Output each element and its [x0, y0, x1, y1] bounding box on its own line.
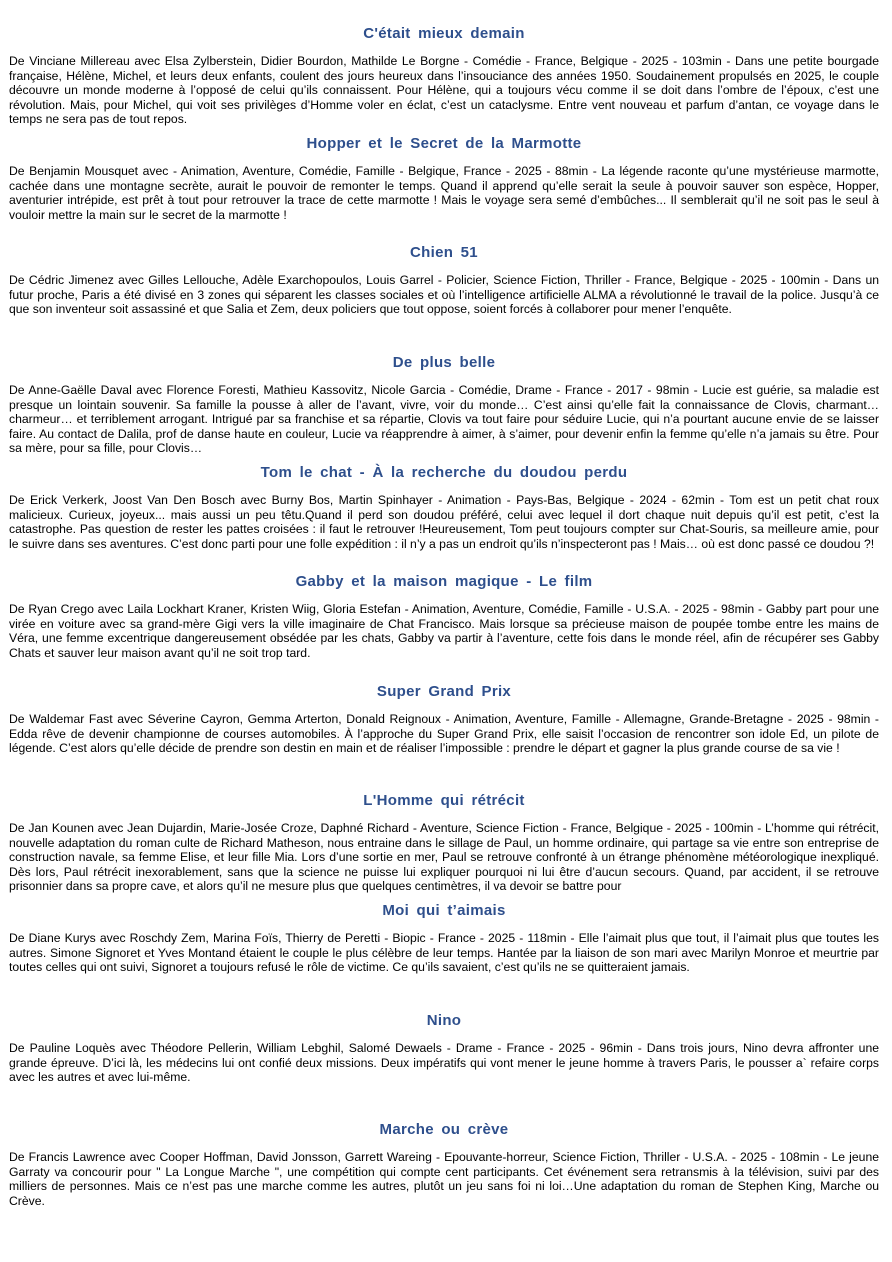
film-entry [9, 449, 879, 557]
film-description: De Cédric Jimenez avec Gilles Lellouche, Adèle Exarchopoulos, Louis Garrel - Policier, Science Fiction, Thriller - France, Belgique - 2025 - 100min - Dans un futur proche, Paris a été divisé en 3 zones qui séparent les classes sociales et où l’intelligence artificielle ALMA a révolutionné le travail de la police. Jusqu’à ce que son inventeur soit assassiné et que Salia et Zem, deux policiers que tout oppose, soient forcés à collaborer pour mener l’enquête. [9, 273, 879, 317]
film-title: De plus belle [392, 354, 496, 371]
film-title: Tom le chat - À la recherche du doudou perdu [260, 464, 628, 481]
film-title: L'Homme qui rétrécit [363, 792, 525, 809]
film-description: De Anne-Gaëlle Daval avec Florence Foresti, Mathieu Kassovitz, Nicole Garcia - Comédie, Drame - France - 2017 - 98min - Lucie est guérie, sa maladie est presque un lointain souvenir. Sa famille la pousse à aller de l’avant, vivre, voir du monde… C’est ainsi qu’elle fait la connaissance de Clovis, charmant… charmeur… et terriblement arrogant. Intrigué par sa franchise et sa répartie, Clovis va tout faire pour séduire Lucie, qui n’a pourtant aucune envie de se laisser faire. Au contact de Dalila, prof de danse haute en couleur, Lucie va réapprendre à aimer, à s’aimer, pour devenir enfin la femme qu’elle n’a jamais su être. Pour sa mère, pour sa fille, pour Clovis… [9, 383, 879, 456]
film-title: Hopper et le Secret de la Marmotte [306, 135, 582, 152]
film-description: De Vinciane Millereau avec Elsa Zylberstein, Didier Bourdon, Mathilde Le Borgne - Comédie - France, Belgique - 2025 - 103min - Dans une petite bourgade française, Hélène, Michel, et leurs deux enfants, coulent des jours heureux dans l’insouciance des années 1950. Soudainement propulsés en 2025, le couple découvre un monde moderne à l’opposé de celui qu’ils connaissent. Pour Hélène, qui a toujours vécu comme il se doit dans l’ombre de l’époux, c’est une révolution. Mais, pour Michel, qui voit ses privilèges d’Homme voler en éclat, c’est un cataclysme. Entre vent nouveau et parfum d’antan, ce voyage dans le temps ne sera pas de tout repos. [9, 54, 879, 127]
film-entry [9, 339, 879, 456]
film-entry [9, 120, 879, 228]
film-entry [9, 887, 879, 995]
film-entry [9, 229, 879, 337]
film-entry [9, 777, 879, 894]
film-entry [9, 997, 879, 1105]
film-title: C'était mieux demain [363, 25, 525, 42]
film-entry [9, 558, 879, 666]
film-entry [9, 1106, 879, 1214]
film-title: Moi qui t’aimais [382, 902, 506, 919]
film-description: De Francis Lawrence avec Cooper Hoffman, David Jonsson, Garrett Wareing - Epouvante-horreur, Science Fiction, Thriller - U.S.A. - 2025 - 108min - Le jeune Garraty va concourir pour " La Longue Marche ", une compétition qui compte cent participants. Cet événement sera retransmis à la télévision, suivi par des milliers de personnes. Mais ce n’est pas une marche comme les autres, plutôt un jeu sans foi ni loi…Une adaptation du roman de Stephen King, Marche ou Crève. [9, 1150, 879, 1208]
film-entry [9, 10, 879, 127]
film-title: Marche ou crève [379, 1121, 509, 1138]
film-description: De Waldemar Fast avec Séverine Cayron, Gemma Arterton, Donald Reignoux - Animation, Aventure, Famille - Allemagne, Grande-Bretagne - 2025 - 98min - Edda rêve de devenir championne de courses automobiles. À l’approche du Super Grand Prix, elle saisit l’occasion de rencontrer son idole Ed, un pilote de légende. C’est alors qu’elle décide de prendre son destin en main et de réaliser l’impossible : prendre le départ et gagner la plus grande course de sa vie ! [9, 712, 879, 756]
film-title: Super Grand Prix [376, 683, 512, 700]
film-description: De Jan Kounen avec Jean Dujardin, Marie-Josée Croze, Daphné Richard - Aventure, Science Fiction - France, Belgique - 2025 - 100min - L’homme qui rétrécit, nouvelle adaptation du roman culte de Richard Matheson, nous entraine dans le sillage de Paul, un homme ordinaire, qui partage sa vie entre son entreprise de construction navale, sa femme Elise, et leur fille Mia. Lors d’une sortie en mer, Paul se retrouve confronté à un étrange phénomène météorologique inexpliqué. Dès lors, Paul rétrécit inexorablement, sans que la science ne puisse lui expliquer pourquoi ni lui être d’aucun secours. Quand, par accident, il se retrouve prisonnier dans sa propre cave, et alors qu’il ne mesure plus que quelques centimètres, il va devoir se battre pour [9, 821, 879, 894]
film-description: De Ryan Crego avec Laila Lockhart Kraner, Kristen Wiig, Gloria Estefan - Animation, Aventure, Comédie, Famille - U.S.A. - 2025 - 98min - Gabby part pour une virée en voiture avec sa grand-mère Gigi vers la ville imaginaire de Chat Francisco. Mais lorsque sa précieuse maison de poupée tombe entre les mains de Véra, une femme excentrique dangereusement obsédée par les chats, Gabby va partir à l’aventure, cette fois dans le monde réel, afin de récupérer ses Gabby Chats et sauver leur maison avant qu’il ne soit trop tard. [9, 602, 879, 660]
film-title: Nino [426, 1012, 462, 1029]
film-entry [9, 668, 879, 776]
film-title: Chien 51 [410, 244, 478, 261]
film-description: De Benjamin Mousquet avec - Animation, Aventure, Comédie, Famille - Belgique, France - 2025 - 88min - La légende raconte qu’une mystérieuse marmotte, cachée dans une montagne secrète, aurait le pouvoir de remonter le temps. Quand il apprend qu’elle serait la seule à pouvoir sauver son espèce, Hopper, aventurier intrépide, est prêt à tout pour retrouver la trace de cette marmotte ! Mais le voyage sera semé d’embûches... Il semblerait qu’il ne soit pas le seul à vouloir mettre la main sur le secret de la marmotte ! [9, 164, 879, 222]
film-description: De Erick Verkerk, Joost Van Den Bosch avec Burny Bos, Martin Spinhayer - Animation - Pays-Bas, Belgique - 2024 - 62min - Tom est un petit chat roux malicieux. Curieux, joyeux... mais aussi un peu têtu.Quand il perd son doudou préféré, celui avec lequel il dort chaque nuit depuis qu’il est petit, c’est la catastrophe. Pas question de rester les pattes croisées : il faut le retrouver !Heureusement, Tom peut toujours compter sur Chat-Souris, sa meilleure amie, pour le suivre dans ses aventures. C’est donc parti pour une folle expédition : il n’y a pas un endroit qu’ils n’inspecteront pas ! Mais… où est donc passé ce doudou ?! [9, 493, 879, 551]
film-description: De Diane Kurys avec Roschdy Zem, Marina Foïs, Thierry de Peretti - Biopic - France - 2025 - 118min - Elle l’aimait plus que tout, il l’aimait plus que toutes les autres. Simone Signoret et Yves Montand étaient le couple le plus célèbre de leur temps. Hantée par la liaison de son mari avec Marilyn Monroe et meurtrie par toutes celles qui ont suivi, Signoret a toujours refusé le rôle de victime. Ce qu’ils savaient, c’est qu’ils ne se quitteraient jamais. [9, 931, 879, 975]
film-description: De Pauline Loquès avec Théodore Pellerin, William Lebghil, Salomé Dewaels - Drame - France - 2025 - 96min - Dans trois jours, Nino devra affronter une grande épreuve. D’ici là, les médecins lui ont confié deux missions. Deux impératifs qui vont mener le jeune homme à travers Paris, le pousser a` refaire corps avec les autres et avec lui-même. [9, 1041, 879, 1085]
film-title: Gabby et la maison magique - Le film [295, 573, 593, 590]
